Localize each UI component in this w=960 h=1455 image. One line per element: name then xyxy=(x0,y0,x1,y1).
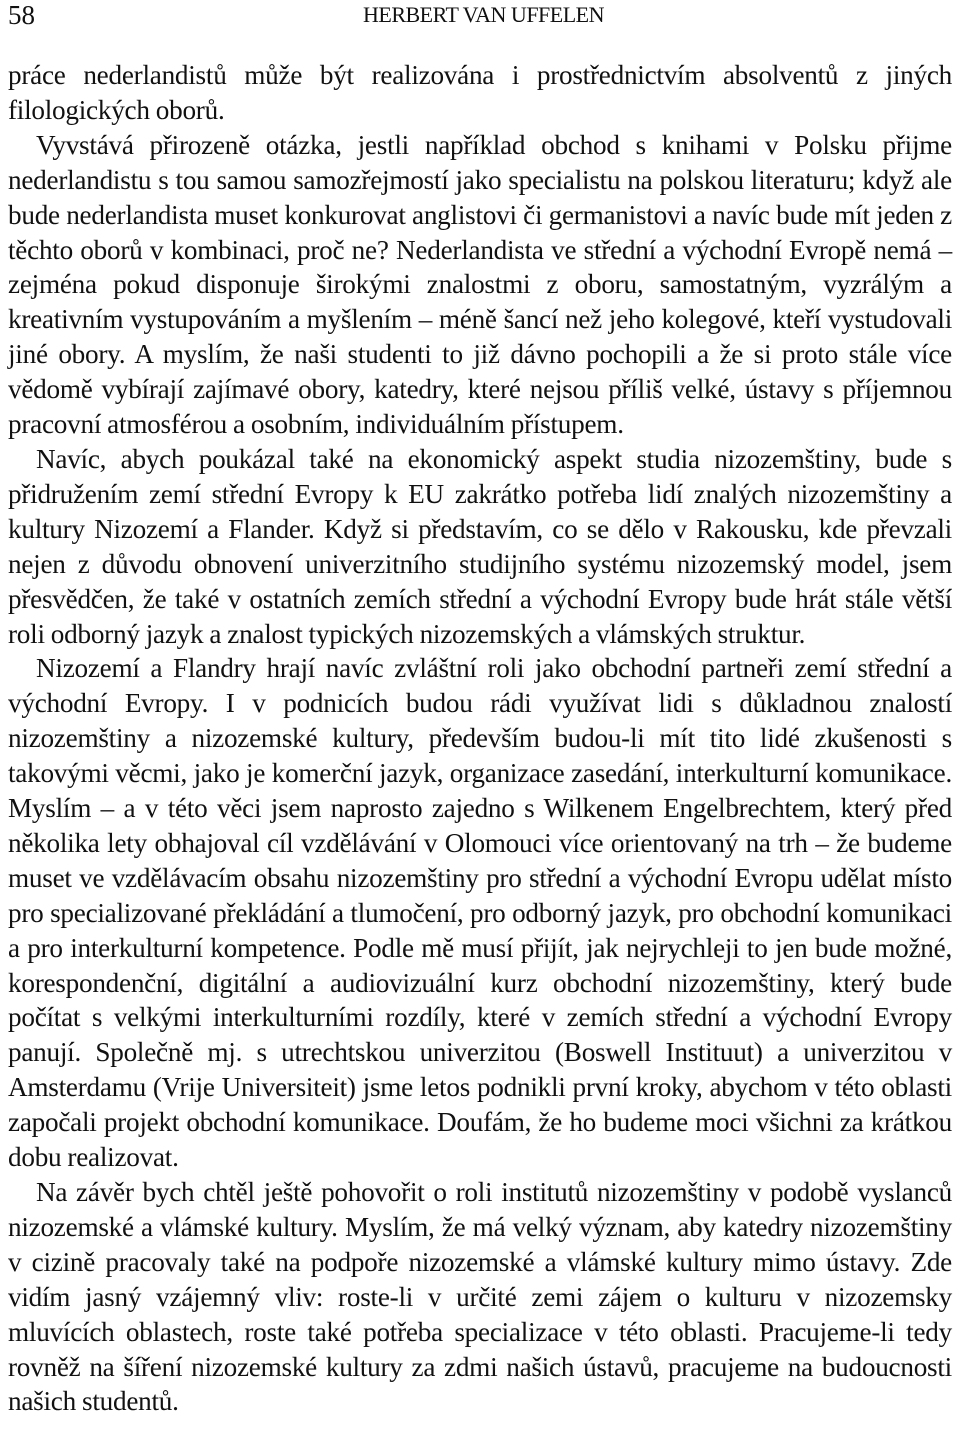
body-text xyxy=(8,58,952,1419)
running-head: HERBERT VAN UFFELEN xyxy=(363,2,604,27)
page-number: 58 xyxy=(8,0,35,30)
paragraph: práce nederlandistů může být realizována i prostřednictvím absolventů z jiných filologických oborů. xyxy=(8,60,952,125)
page-header xyxy=(8,0,952,36)
document-page xyxy=(8,0,952,1419)
paragraph: Navíc, abych poukázal také na ekonomický aspekt studia nizozemštiny, bude s přidružením zemí střední Evropy k EU zakrátko potřeba lidí znalých nizozemštiny a kultury Nizozemí a Flander. Když si představím, co se dělo v Rakousku, kde převzali nejen z důvodu obnovení univerzitního studijního systému nizozemský model, jsem přesvědčen, že také v ostatních zemích střední a východní Evropy bude hrát stále větší roli odborný jazyk a znalost typických nizozemských a vlámských struktur. xyxy=(8,443,952,649)
paragraph: Na závěr bych chtěl ještě pohovořit o roli institutů nizozemštiny v podobě vyslanců nizozemské a vlámské kultury. Myslím, že má velký význam, aby katedry nizozemštiny v cizině pracovaly také na podpoře nizozemské a vlámské kultury mimo ústavy. Zde vidím jasný vzájemný vliv: roste-li v určité zemi zájem o kulturu v nizozemsky mluvících oblastech, roste také potřeba specializace v této oblasti. Pracujeme-li tedy rovněž na šíření nizozemské kultury za zdmi našich ústavů, pracujeme na budoucnosti našich studentů. xyxy=(8,1177,952,1417)
paragraph: Vyvstává přirozeně otázka, jestli například obchod s knihami v Polsku přijme nederlandistu s tou samou samozřejmostí jako specialistu na polskou literaturu; když ale bude nederlandista muset konkurovat anglistovi či germanistovi a navíc bude mít jeden z těchto oborů v kombinaci, proč ne? Nederlandista ve střední a východní Evropě nemá – zejména pokud disponuje širokými znalostmi z oboru, samostatným, vyzrálým a kreativním vystupováním a myšlením – méně šancí než jeho kolegové, kteří vystudovali jiné obory. A myslím, že naši studenti to již dávno pochopili a že si proto stále více vědomě vybírají zajímavé obory, katedry, které nejsou příliš velké, ústavy s příjemnou pracovní atmosférou a osobním, individuálním přístupem. xyxy=(8,129,952,440)
paragraph: Nizozemí a Flandry hrají navíc zvláštní roli jako obchodní partneři zemí střední a východní Evropy. I v podnicích budou rádi využívat lidi s důkladnou znalostí nizozemštiny a nizozemské kultury, především budou-li mít tito lidé zkušenosti s takovými věcmi, jako je komerční jazyk, organizace zasedání, interkulturní komunikace. Myslím – a v této věci jsem naprosto zajedno s Wilkenem Engelbrechtem, který před několika lety obhajoval cíl vzdělávání v Olomouci více orientovaný na trh – že budeme muset ve vzdělávacím obsahu nizozemštiny pro střední a východní Evropu udělat místo pro specializované překládání a tlumočení, pro odborný jazyk, pro obchodní komunikaci a pro interkulturní kompetence. Podle mě musí přijít, jak nejrychleji to jen bude možné, korespondenční, digitální a audiovizuální kurz obchodní nizozemštiny, který bude počítat s velkými interkulturními rozdíly, které v zemích střední a východní Evropy panují. Společně mj. s utrechtskou univerzitou (Boswell Instituut) a univerzitou v Amsterdamu (Vrije Universiteit) jsme letos podnikli první kroky, abychom v této oblasti započali projekt obchodní komunikace. Doufám, že ho budeme moci všichni za krátkou dobu realizovat. xyxy=(8,653,952,1173)
